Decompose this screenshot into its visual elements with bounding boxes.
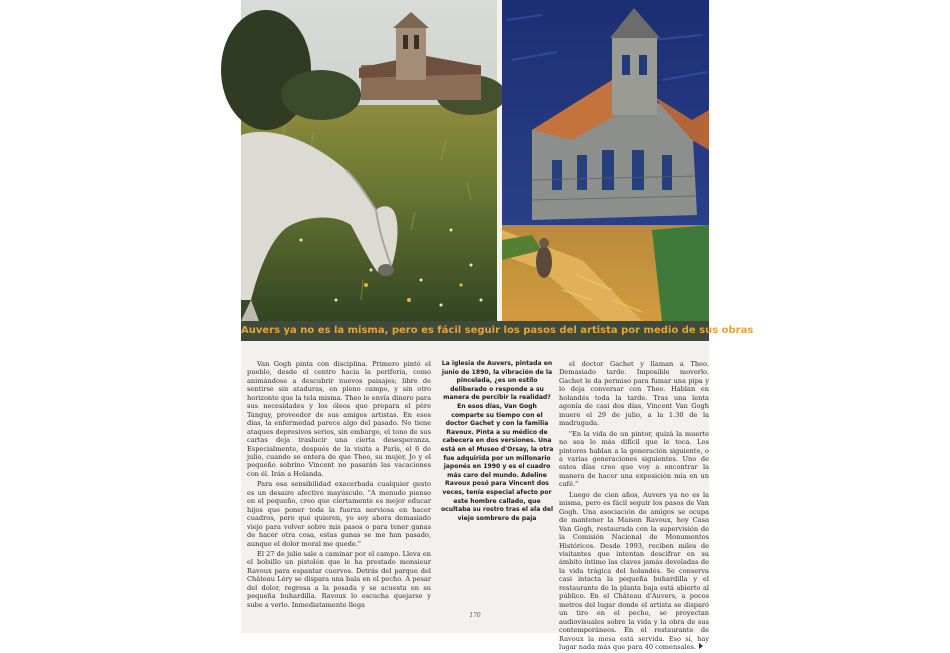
sidebar-caption-text: La iglesia de Auvers, pintada en junio de 1890, la vibración de la pincelada, ¿es un estilo deliberado o responde a su manera de percibir la realidad? En esos días, Van Gogh comparte su tiempo con el doctor Gachet y con la familia Ravoux. Pinta a su médico de cabecera en dos versiones. Una está en el Museo d'Orsay, la otra fue adquirida por un millonario japonés en 1990 y es el cuadro más caro del mundo. Adeline Ravoux posó para Vincent dos veces, tenía especial afecto por este hombre callado, que ocultaba su rostro tras el ala del viejo sombrero de paja (440, 360, 554, 522)
paragraph-text: Luego de cien años, Auvers ya no es la misma, pero es fácil seguir los pasos de Van Gogh. Una asociación de amigos se ocupa de mantener la Maison Ravoux, hoy Casa Van Gogh, restaurada con la supervisión de la Comisión Nacional de Monumentos Históricos. Desde 1993, reciben miles de visitantes que intentan descifrar en su ámbito íntimo las claves jamás develadas de la vida trágica del holandés. Se conserva casi intacta la pequeña buhardilla y el restaurante de la planta baja está abierto al público. En el Château d'Auvers, a pocos metros del lugar donde el artista se disparó un tiro en el pecho, se proyectan audiovisuales sobre la vida y la obra de sus contemporáneos. En el restaurante de Ravoux la mesa está servida. Eso sí, hay lugar nada más que para 40 comensales. (559, 490, 709, 651)
photo-caption: Auvers ya no es la misma, pero es fácil seguir los pasos del artista por medio de sus obras (241, 325, 754, 336)
sidebar-caption-column (440, 360, 554, 523)
paragraph: El 27 de julio sale a caminar por el campo. Lleva en el bolsillo un pistolón que le ha prestado monsieur Ravoux para espantar cuervos. Detrás del parque del Château Léry se dispara una bala en el pecho. A pesar del dolor, regresa a la posada y se acuesta en su pequeña buhardilla. Ravoux lo escucha quejarse y sube a verlo. Inmediatamente llega (247, 549, 431, 609)
article-column-3 (559, 360, 709, 653)
paragraph: el doctor Gachet y llaman a Theo. Demasiado tarde. Imposible moverlo. Gachet le da permiso para fumar una pipa y lo deja conversar con Theo. Hablan en holandés toda la tarde. Tras una lenta agonía de casi dos días, Vincent Van Gogh muere el 29 de julio, a la 1.30 de la madrugada. (559, 360, 709, 428)
paragraph: Para esa sensibilidad exacerbada cualquier gesto es un desaire afectivo mayúsculo. "A menudo pienso en el pequeño, creo que ciertamente es mejor educar hijos que poner toda la fuerza nerviosa en hacer cuadros, pero qué quieren, yo soy ahora demasiado viejo para volver sobre mis pasos o para tener ganas de hacer otra cosa, estas ganas se me han pasado, aunque el dolor moral me quede." (247, 480, 431, 548)
end-of-article-icon (699, 643, 703, 649)
paragraph (559, 491, 709, 652)
photo-horse-church-field (241, 0, 497, 321)
paragraph: "En la vida de un pintor, quizá la muerte no sea lo más difícil que le toca. Los pintores hablan a la generación siguiente, o a varias generaciones siguientes. Uno de estos días creo que voy a encontrar la manera de hacer una exposición mía en un café." (559, 429, 709, 489)
article-column-1 (247, 360, 431, 611)
painting-church-at-auvers (502, 0, 709, 321)
magazine-page (241, 0, 754, 651)
page-number: 170 (469, 612, 481, 619)
paragraph: Van Gogh pinta con disciplina. Primero pintó el pueblo, desde el centro hacia la periferia, como animándose a descubrir nuevos paisajes; libre de sentirse sin ataduras, en pleno campo, y sin otro horizonte que la tela misma. Theo le envía dinero para sus necesidades y los óleos que prepara el père Tanguy, proveedor de sus amigos artistas. En esos días, la enfermedad parece algo del pasado. No tiene ataques depresivos serios, sin embargo, el tono de sus cartas deja traslucir una cierta desesperanza. Especialmente, después de la visita a París, el 6 de julio, cuando se entera de que Theo, su mujer, Jo y el pequeño sobrino Vincent no pasarán las vacaciones con él. Irán a Holanda. (247, 360, 431, 478)
